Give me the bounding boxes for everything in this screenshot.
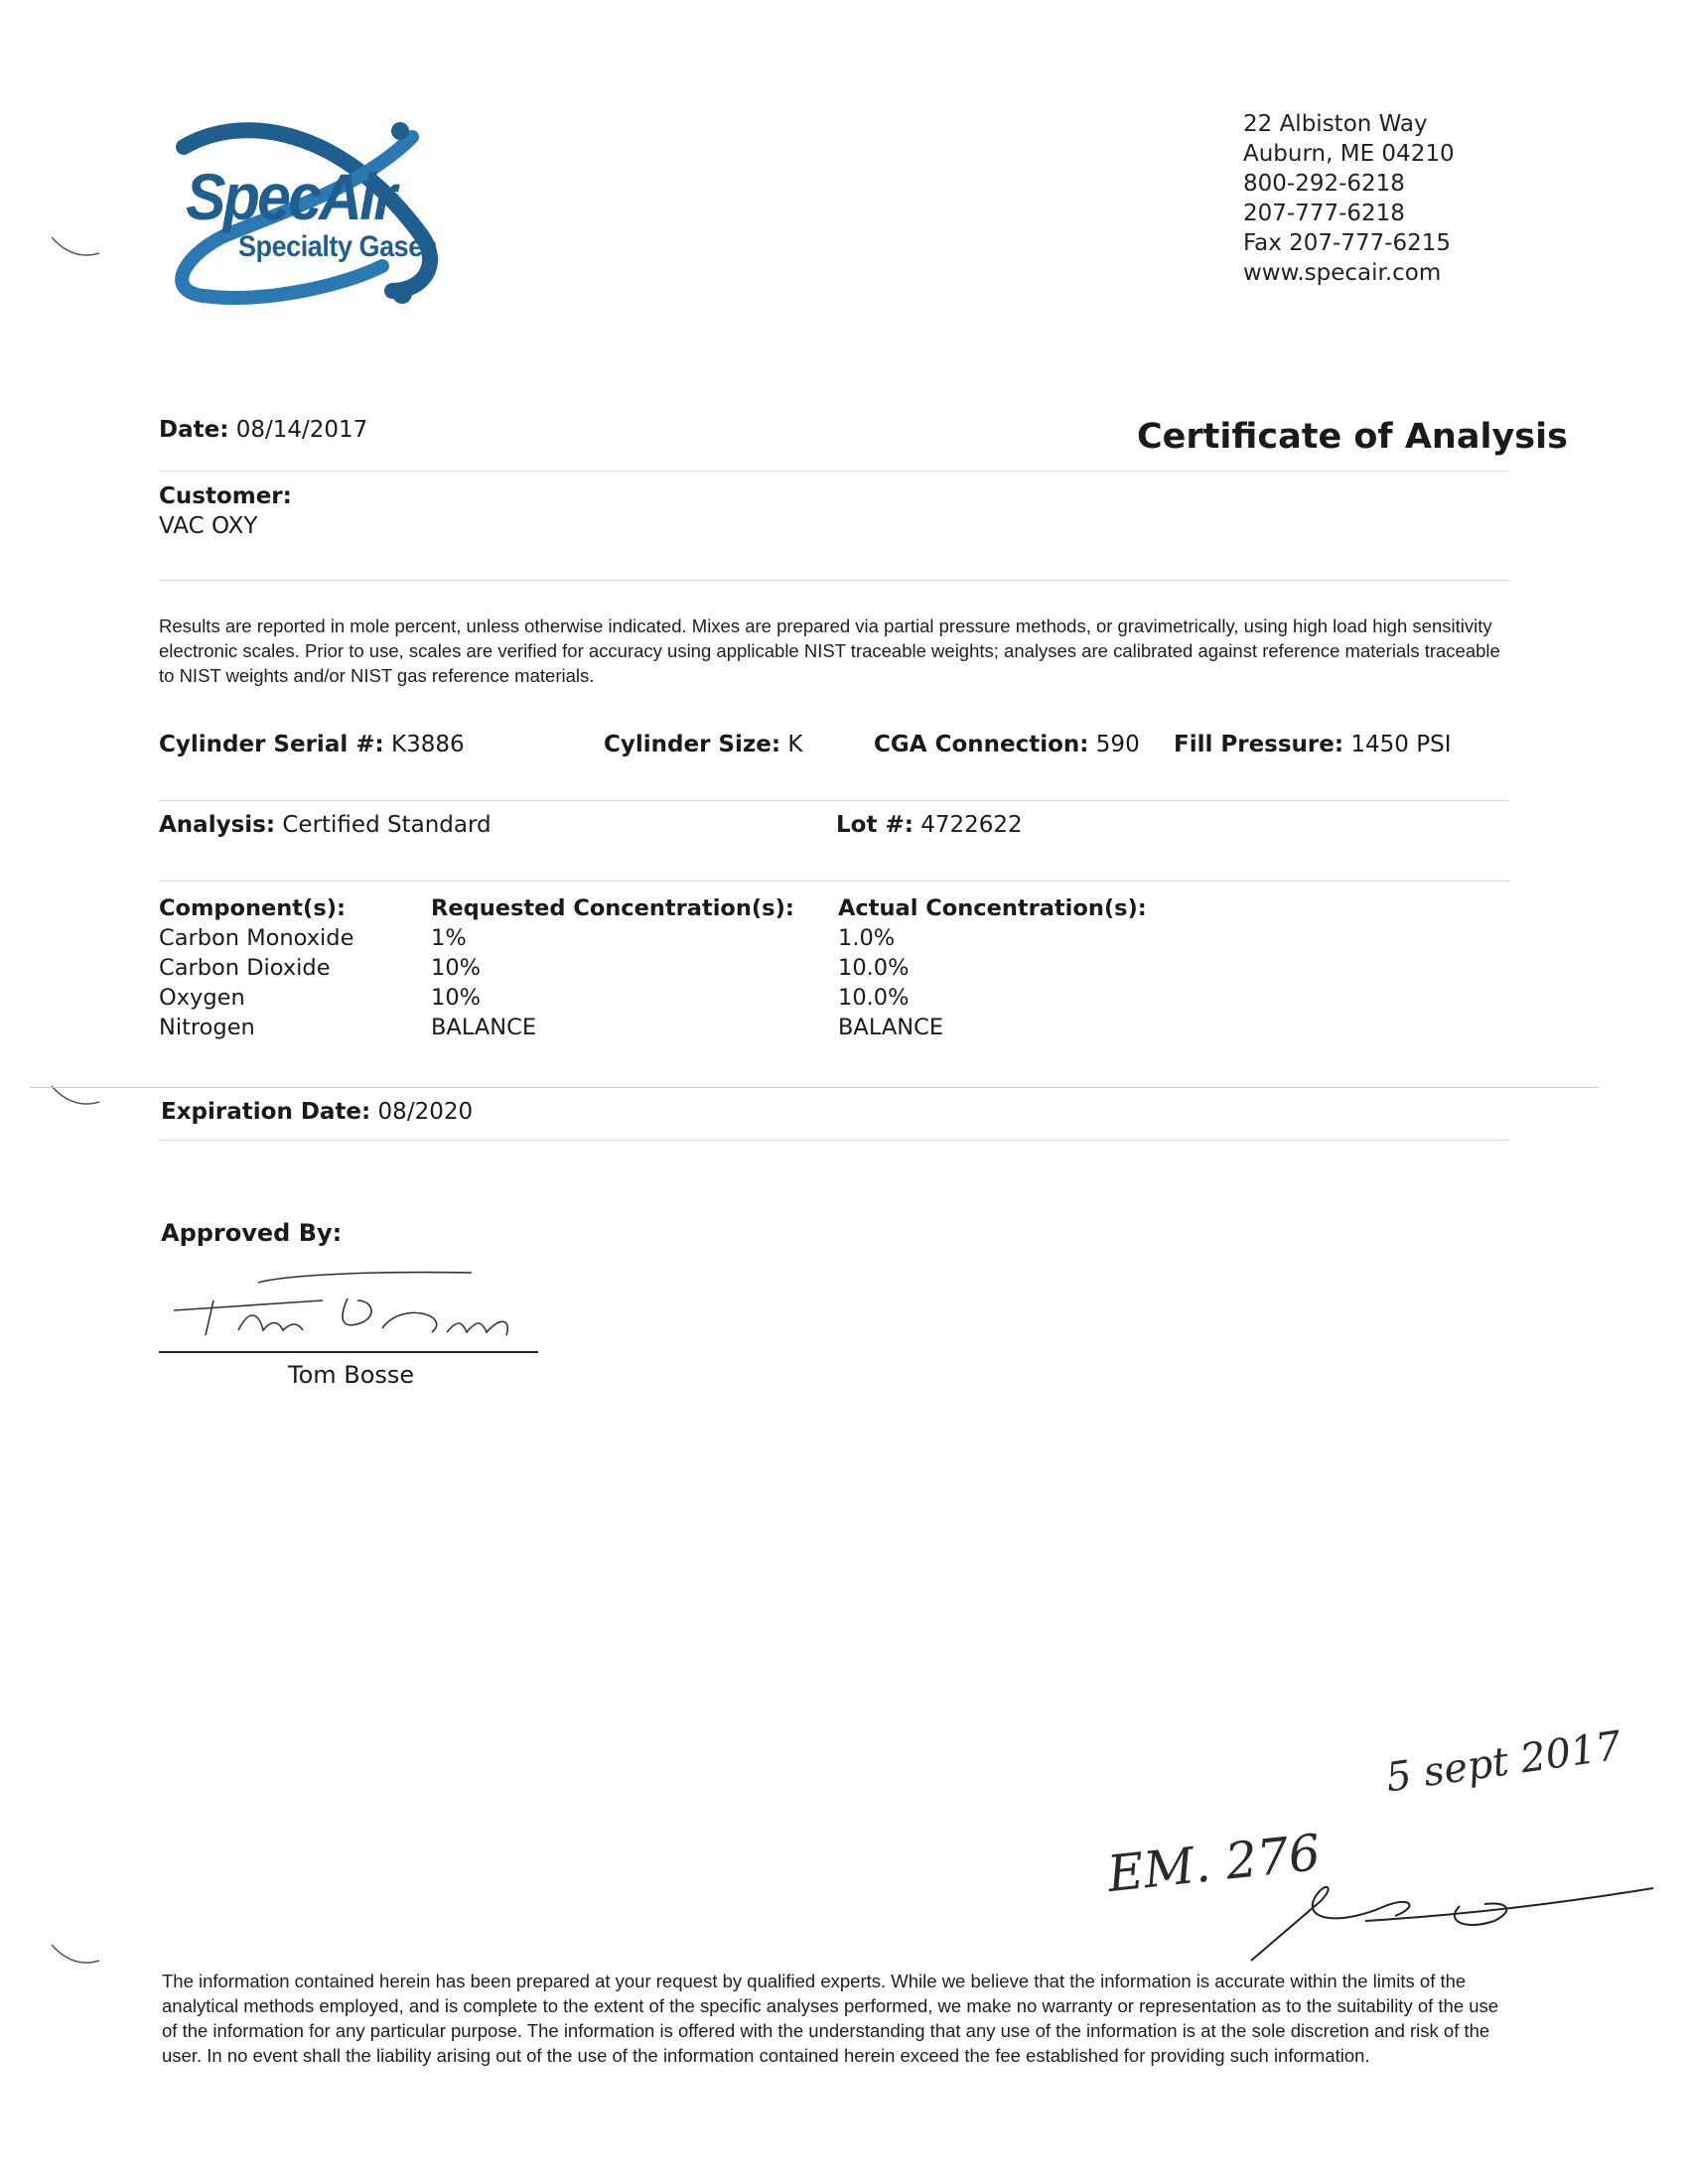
customer-label: Customer:: [159, 483, 292, 509]
lot-label: Lot #:: [836, 812, 914, 838]
customer-value: VAC OXY: [159, 513, 258, 539]
lot-field: [836, 812, 1023, 838]
actual-cell: BALANCE: [838, 1015, 944, 1040]
fill-pressure-field: [1174, 732, 1451, 757]
signature-line: [159, 1351, 538, 1353]
divider: [159, 1140, 1509, 1141]
date-label: Date:: [159, 417, 229, 443]
requested-cell: BALANCE: [431, 1015, 537, 1040]
handwritten-code: EM. 276: [1104, 1823, 1324, 1904]
expiration-label: Expiration Date:: [161, 1099, 371, 1125]
actual-header: Actual Concentration(s):: [838, 895, 1147, 921]
logo-wordmark: SpecAir: [186, 160, 395, 233]
results-notice: Results are reported in mole percent, unless otherwise indicated. Mixes are prepared via partial pressure methods, or gravimetrically, using high load high sensitivity electronic scales. Prior to use, scales are verified for accuracy using applicable NIST traceable weights; analyses are calibrated against reference materials traceable to NIST weights and/or NIST gas reference materials.: [159, 615, 1500, 686]
approved-by-label: Approved By:: [161, 1219, 343, 1247]
logo-tagline: Specialty Gases: [238, 230, 438, 263]
component-cell: Oxygen: [159, 985, 245, 1011]
actual-concentration-column: [838, 893, 1147, 1042]
divider: [159, 881, 1509, 882]
phone-line: 207-777-6218: [1243, 201, 1405, 226]
analysis-value: Certified Standard: [282, 812, 492, 838]
address-line: Auburn, ME 04210: [1243, 141, 1455, 167]
component-cell: Carbon Monoxide: [159, 925, 354, 951]
fill-pressure-label: Fill Pressure:: [1174, 732, 1344, 757]
handwritten-date: 5 sept 2017: [1382, 1722, 1624, 1802]
date-value: 08/14/2017: [235, 417, 368, 443]
divider: [30, 1087, 1599, 1088]
lot-value: 4722622: [920, 812, 1023, 838]
requested-cell: 10%: [431, 955, 482, 981]
expiration-value: 08/2020: [377, 1099, 474, 1125]
company-address: [1243, 109, 1455, 288]
actual-cell: 10.0%: [838, 955, 910, 981]
cga-connection-value: 590: [1095, 732, 1140, 757]
component-header: Component(s):: [159, 895, 346, 921]
date-field: [159, 417, 367, 443]
analysis-field: [159, 812, 492, 838]
component-cell: Carbon Dioxide: [159, 955, 331, 981]
cylinder-size-field: [604, 732, 802, 757]
approver-name: Tom Bosse: [288, 1361, 415, 1389]
address-line: 22 Albiston Way: [1243, 111, 1428, 137]
component-column: [159, 893, 353, 1042]
fill-pressure-value: 1450 PSI: [1350, 732, 1452, 757]
analysis-label: Analysis:: [159, 812, 276, 838]
expiration-field: [161, 1099, 473, 1125]
cga-connection-field: [874, 732, 1140, 757]
actual-cell: 10.0%: [838, 985, 910, 1011]
component-cell: Nitrogen: [159, 1015, 255, 1040]
signature-icon: [164, 1261, 541, 1350]
actual-cell: 1.0%: [838, 925, 896, 951]
requested-cell: 1%: [431, 925, 467, 951]
cylinder-serial-label: Cylinder Serial #:: [159, 732, 384, 757]
liability-disclaimer: The information contained herein has been prepared at your request by qualified experts. While we believe that the information is accurate within the limits of the analytical methods employed, and is complete to the extent of the specific analyses performed, we make no warranty or representation as to the suitability of the use of the information for any particular purpose. The information is offered with the understanding that any use of the information is at the sole discretion and risk of the user. In no event shall the liability arising out of the use of the information contained herein exceed the fee established for providing such information.: [162, 1971, 1499, 2066]
fax-line: Fax 207-777-6215: [1243, 230, 1452, 256]
cylinder-serial-value: K3886: [391, 732, 465, 757]
page-title: Certificate of Analysis: [1137, 417, 1568, 457]
requested-header: Requested Concentration(s):: [431, 895, 794, 921]
handwritten-initials-icon: [1246, 1876, 1663, 1966]
divider: [159, 800, 1509, 801]
phone-line: 800-292-6218: [1243, 171, 1405, 197]
cylinder-size-label: Cylinder Size:: [604, 732, 781, 757]
binder-hole-mark: [48, 233, 107, 263]
requested-concentration-column: [431, 893, 794, 1042]
requested-cell: 10%: [431, 985, 482, 1011]
divider: [159, 471, 1509, 472]
cylinder-serial-field: [159, 732, 465, 757]
divider: [159, 580, 1509, 581]
cga-connection-label: CGA Connection:: [874, 732, 1089, 757]
cylinder-size-value: K: [787, 732, 803, 757]
binder-hole-mark: [48, 1941, 107, 1971]
website-line: www.specair.com: [1243, 260, 1442, 286]
